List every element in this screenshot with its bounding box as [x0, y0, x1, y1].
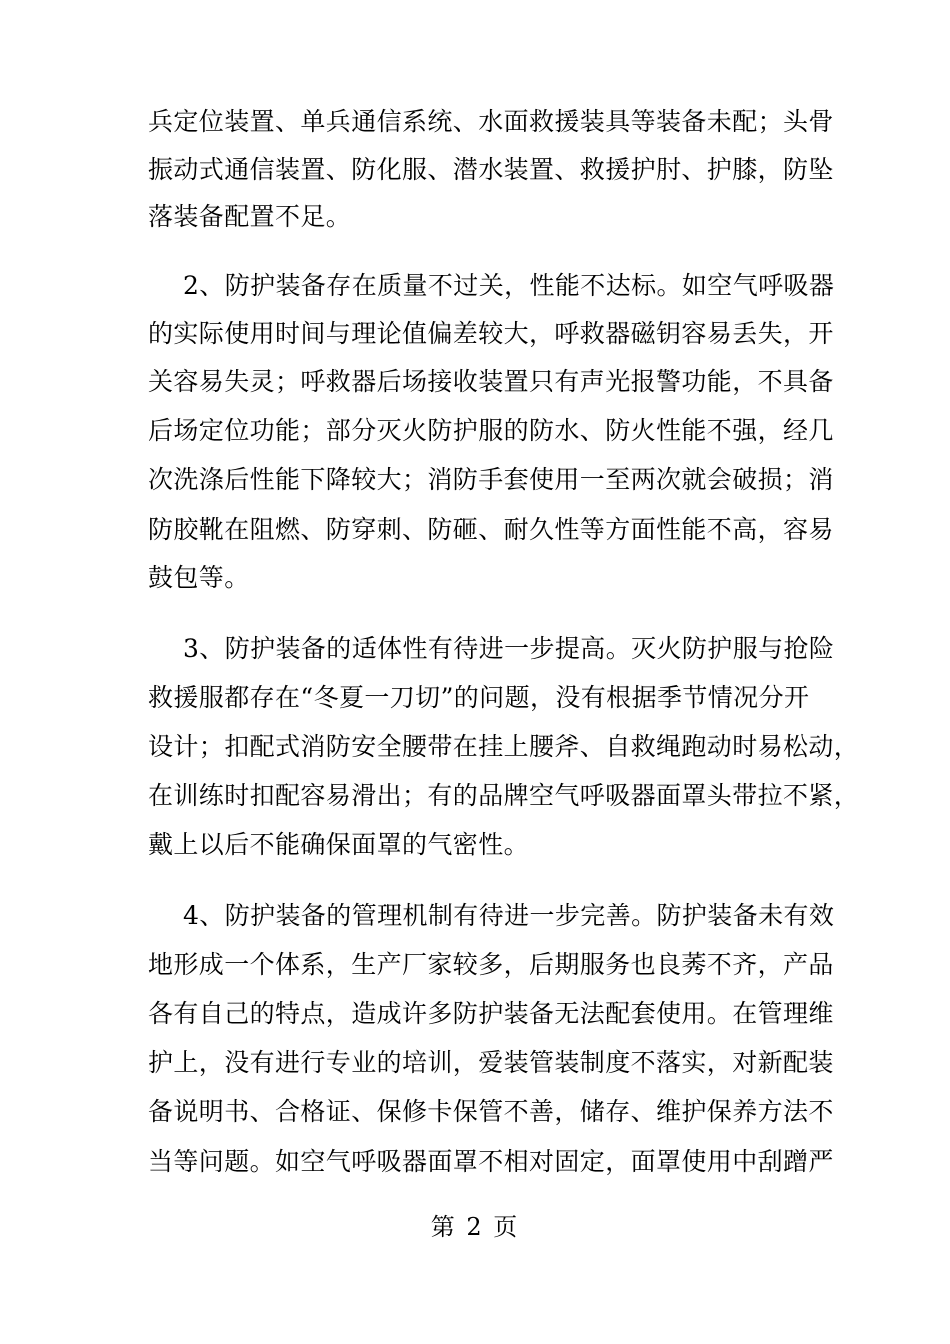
body-text-line: 在训练时扣配容易滑出；有的品牌空气呼吸器面罩头带拉不紧，: [148, 781, 860, 810]
body-text-line: 防胶靴在阻燃、防穿刺、防砸、耐久性等方面性能不高，容易: [148, 515, 834, 544]
body-text-line: 后场定位功能；部分灭火防护服的防水、防火性能不强，经几: [148, 416, 834, 445]
body-text-line: 地形成一个体系，生产厂家较多，后期服务也良莠不齐，产品: [148, 950, 834, 979]
body-text-line: 振动式通信装置、防化服、潜水装置、救援护肘、护膝，防坠: [148, 155, 834, 184]
body-text-line: 落装备配置不足。: [148, 202, 352, 231]
body-text-line: 次洗涤后性能下降较大；消防手套使用一至两次就会破损；消: [148, 465, 834, 494]
body-text-line: 关容易失灵；呼救器后场接收装置只有声光报警功能，不具备: [148, 367, 834, 396]
body-text-line: 护上，没有进行专业的培训，爱装管装制度不落实，对新配装: [148, 1048, 834, 1077]
body-text-line: 鼓包等。: [148, 563, 250, 592]
body-text-line: 兵定位装置、单兵通信系统、水面救援装具等装备未配；头骨: [148, 107, 834, 136]
paragraph-2-first-line: 2、防护装备存在质量不过关，性能不达标。如空气呼吸器: [183, 271, 835, 300]
body-text-line: 的实际使用时间与理论值偏差较大，呼救器磁钥容易丢失，开: [148, 319, 834, 348]
body-text-line: 各有自己的特点，造成许多防护装备无法配套使用。在管理维: [148, 999, 834, 1028]
body-text-line: 戴上以后不能确保面罩的气密性。: [148, 830, 530, 859]
page-number: 第 2 页: [430, 1213, 520, 1241]
body-text-line: 救援服都存在“冬夏一刀切”的问题，没有根据季节情况分开: [148, 683, 810, 712]
paragraph-4-first-line: 4、防护装备的管理机制有待进一步完善。防护装备未有效: [183, 901, 835, 930]
body-text-line: 设计；扣配式消防安全腰带在挂上腰斧、自救绳跑动时易松动，: [148, 732, 860, 761]
paragraph-3-first-line: 3、防护装备的适体性有待进一步提高。灭火防护服与抢险: [183, 634, 835, 663]
body-text-line: 备说明书、合格证、保修卡保管不善，储存、维护保养方法不: [148, 1097, 834, 1126]
body-text-line: 当等问题。如空气呼吸器面罩不相对固定，面罩使用中刮蹭严: [148, 1147, 834, 1176]
